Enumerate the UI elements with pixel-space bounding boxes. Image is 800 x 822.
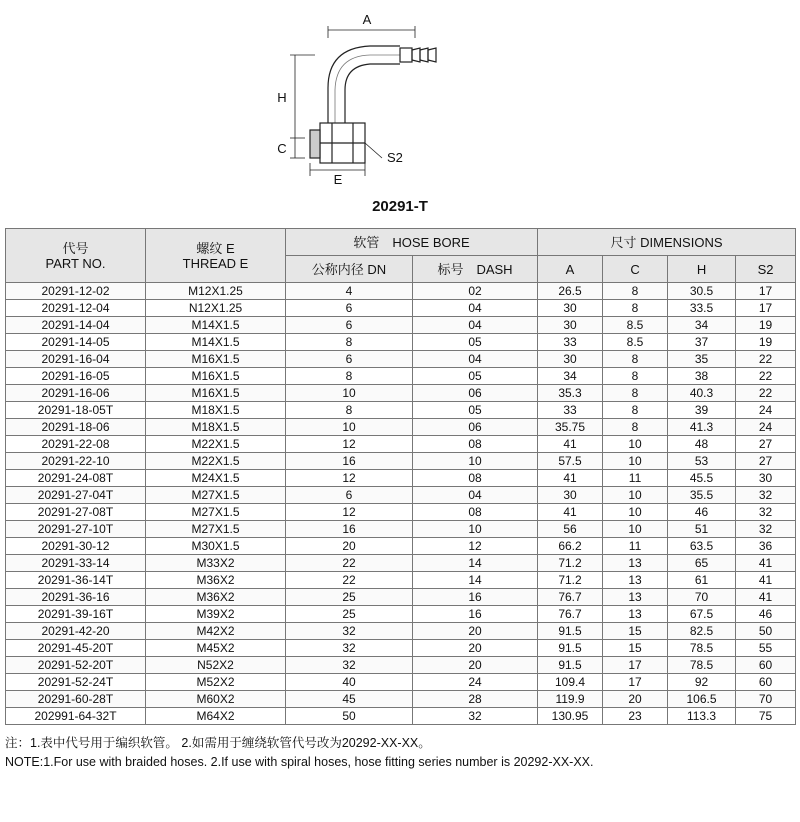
h-cell: 63.5 <box>668 538 736 555</box>
c-cell: 11 <box>603 538 668 555</box>
a-cell: 35.75 <box>538 419 603 436</box>
part-no-cell: 20291-12-04 <box>6 300 146 317</box>
h-cell: 46 <box>668 504 736 521</box>
part-no-cell: 20291-36-16 <box>6 589 146 606</box>
part-no-cell: 20291-16-04 <box>6 351 146 368</box>
a-cell: 26.5 <box>538 283 603 300</box>
s2-cell: 24 <box>736 419 796 436</box>
part-no-cell: 20291-16-06 <box>6 385 146 402</box>
part-no-cell: 20291-33-14 <box>6 555 146 572</box>
c-cell: 13 <box>603 555 668 572</box>
dash-cell: 20 <box>413 623 538 640</box>
thread-cell: M42X2 <box>146 623 286 640</box>
a-cell: 76.7 <box>538 606 603 623</box>
table-row <box>6 470 796 487</box>
c-cell: 17 <box>603 657 668 674</box>
a-cell: 91.5 <box>538 623 603 640</box>
a-cell: 71.2 <box>538 555 603 572</box>
thread-cell: N52X2 <box>146 657 286 674</box>
thread-cell: M22X1.5 <box>146 436 286 453</box>
c-cell: 17 <box>603 674 668 691</box>
a-cell: 30 <box>538 351 603 368</box>
dash-cell: 04 <box>413 300 538 317</box>
dn-cell: 6 <box>286 300 413 317</box>
part-no-cell: 20291-18-06 <box>6 419 146 436</box>
label-a: A <box>362 12 372 27</box>
spec-table <box>5 228 796 725</box>
part-no-cell: 20291-42-20 <box>6 623 146 640</box>
thread-cell: M24X1.5 <box>146 470 286 487</box>
part-no-header-en: PART NO. <box>45 255 106 271</box>
c-cell: 8 <box>603 368 668 385</box>
dn-cell: 25 <box>286 589 413 606</box>
a-cell: 91.5 <box>538 640 603 657</box>
thread-cell: M22X1.5 <box>146 453 286 470</box>
part-no-header <box>6 229 146 283</box>
part-no-cell: 20291-60-28T <box>6 691 146 708</box>
a-cell: 71.2 <box>538 572 603 589</box>
dn-cell: 12 <box>286 504 413 521</box>
a-cell: 33 <box>538 334 603 351</box>
h-cell: 38 <box>668 368 736 385</box>
table-row <box>6 300 796 317</box>
table-row <box>6 708 796 725</box>
dn-cell: 10 <box>286 385 413 402</box>
h-cell: 70 <box>668 589 736 606</box>
s2-cell: 30 <box>736 470 796 487</box>
table-row <box>6 453 796 470</box>
a-cell: 41 <box>538 504 603 521</box>
dash-cell: 32 <box>413 708 538 725</box>
table-row <box>6 691 796 708</box>
h-cell: 39 <box>668 402 736 419</box>
thread-cell: M18X1.5 <box>146 419 286 436</box>
s2-cell: 60 <box>736 674 796 691</box>
a-cell: 109.4 <box>538 674 603 691</box>
note-en: NOTE:1.For use with braided hoses. 2.If use with spiral hoses, hose fitting series number is 20292-XX-XX. <box>5 755 594 769</box>
dn-cell: 32 <box>286 623 413 640</box>
dash-cell: 08 <box>413 470 538 487</box>
h-cell: 45.5 <box>668 470 736 487</box>
s2-cell: 50 <box>736 623 796 640</box>
table-row <box>6 487 796 504</box>
s2-cell: 32 <box>736 504 796 521</box>
model-title: 20291-T <box>372 198 428 215</box>
c-cell: 8 <box>603 351 668 368</box>
dash-cell: 04 <box>413 317 538 334</box>
a-cell: 56 <box>538 521 603 538</box>
c-cell: 10 <box>603 453 668 470</box>
thread-header <box>146 229 286 283</box>
dn-cell: 22 <box>286 572 413 589</box>
a-cell: 76.7 <box>538 589 603 606</box>
h-cell: 51 <box>668 521 736 538</box>
table-row <box>6 402 796 419</box>
part-no-cell: 20291-14-05 <box>6 334 146 351</box>
h-cell: 35.5 <box>668 487 736 504</box>
notes <box>5 734 593 772</box>
s2-header: S2 <box>736 256 796 283</box>
c-cell: 15 <box>603 623 668 640</box>
label-s2: S2 <box>387 150 403 165</box>
dimensions-header: 尺寸 DIMENSIONS <box>538 229 796 256</box>
dash-cell: 10 <box>413 521 538 538</box>
dash-header: 标号 DASH <box>413 256 538 283</box>
thread-cell: M27X1.5 <box>146 521 286 538</box>
c-cell: 13 <box>603 606 668 623</box>
dn-cell: 8 <box>286 334 413 351</box>
thread-cell: M39X2 <box>146 606 286 623</box>
label-e: E <box>333 172 343 187</box>
thread-cell: M45X2 <box>146 640 286 657</box>
table-row <box>6 555 796 572</box>
part-no-cell: 20291-52-24T <box>6 674 146 691</box>
c-cell: 11 <box>603 470 668 487</box>
table-row <box>6 572 796 589</box>
dash-cell: 14 <box>413 572 538 589</box>
h-cell: 61 <box>668 572 736 589</box>
dn-cell: 16 <box>286 453 413 470</box>
h-cell: 37 <box>668 334 736 351</box>
part-no-cell: 20291-36-14T <box>6 572 146 589</box>
h-header: H <box>668 256 736 283</box>
c-cell: 8.5 <box>603 317 668 334</box>
h-cell: 106.5 <box>668 691 736 708</box>
h-cell: 40.3 <box>668 385 736 402</box>
s2-cell: 32 <box>736 521 796 538</box>
dn-cell: 6 <box>286 351 413 368</box>
thread-cell: M64X2 <box>146 708 286 725</box>
dash-cell: 06 <box>413 385 538 402</box>
table-row <box>6 385 796 402</box>
dn-cell: 22 <box>286 555 413 572</box>
c-cell: 8 <box>603 402 668 419</box>
dn-cell: 25 <box>286 606 413 623</box>
part-no-header-cn: 代号 <box>62 240 89 256</box>
table-row <box>6 674 796 691</box>
dash-cell: 08 <box>413 504 538 521</box>
dn-cell: 32 <box>286 657 413 674</box>
h-cell: 41.3 <box>668 419 736 436</box>
part-no-cell: 20291-27-10T <box>6 521 146 538</box>
dn-cell: 6 <box>286 487 413 504</box>
a-cell: 30 <box>538 317 603 334</box>
c-cell: 10 <box>603 521 668 538</box>
thread-header-en: THREAD E <box>182 255 249 271</box>
part-no-cell: 20291-12-02 <box>6 283 146 300</box>
c-cell: 10 <box>603 487 668 504</box>
table-row <box>6 657 796 674</box>
a-cell: 41 <box>538 436 603 453</box>
s2-cell: 41 <box>736 572 796 589</box>
dash-cell: 16 <box>413 589 538 606</box>
part-no-cell: 20291-39-16T <box>6 606 146 623</box>
dash-cell: 10 <box>413 453 538 470</box>
table-row <box>6 334 796 351</box>
part-no-cell: 20291-18-05T <box>6 402 146 419</box>
dash-cell: 12 <box>413 538 538 555</box>
table-row <box>6 640 796 657</box>
dash-cell: 20 <box>413 657 538 674</box>
thread-cell: M16X1.5 <box>146 385 286 402</box>
s2-cell: 19 <box>736 317 796 334</box>
c-cell: 8.5 <box>603 334 668 351</box>
dash-cell: 04 <box>413 351 538 368</box>
table-row <box>6 351 796 368</box>
table-row <box>6 368 796 385</box>
h-cell: 48 <box>668 436 736 453</box>
part-no-cell: 20291-52-20T <box>6 657 146 674</box>
thread-cell: M16X1.5 <box>146 351 286 368</box>
part-no-cell: 202991-64-32T <box>6 708 146 725</box>
dn-cell: 12 <box>286 470 413 487</box>
s2-cell: 17 <box>736 283 796 300</box>
thread-cell: M36X2 <box>146 572 286 589</box>
s2-cell: 24 <box>736 402 796 419</box>
part-no-cell: 20291-27-04T <box>6 487 146 504</box>
thread-cell: M30X1.5 <box>146 538 286 555</box>
table-row <box>6 521 796 538</box>
h-cell: 65 <box>668 555 736 572</box>
s2-cell: 41 <box>736 589 796 606</box>
dn-cell: 50 <box>286 708 413 725</box>
h-cell: 78.5 <box>668 640 736 657</box>
thread-cell: M27X1.5 <box>146 504 286 521</box>
s2-cell: 27 <box>736 453 796 470</box>
c-cell: 8 <box>603 419 668 436</box>
dash-cell: 05 <box>413 402 538 419</box>
dash-cell: 08 <box>413 436 538 453</box>
part-no-cell: 20291-22-10 <box>6 453 146 470</box>
a-cell: 35.3 <box>538 385 603 402</box>
table-row <box>6 623 796 640</box>
dn-cell: 6 <box>286 317 413 334</box>
table-row <box>6 504 796 521</box>
part-no-cell: 20291-24-08T <box>6 470 146 487</box>
s2-cell: 46 <box>736 606 796 623</box>
a-cell: 91.5 <box>538 657 603 674</box>
part-no-cell: 20291-30-12 <box>6 538 146 555</box>
thread-cell: M36X2 <box>146 589 286 606</box>
thread-cell: M18X1.5 <box>146 402 286 419</box>
c-cell: 10 <box>603 436 668 453</box>
a-cell: 34 <box>538 368 603 385</box>
thread-cell: M16X1.5 <box>146 368 286 385</box>
dash-cell: 16 <box>413 606 538 623</box>
s2-cell: 75 <box>736 708 796 725</box>
s2-cell: 32 <box>736 487 796 504</box>
s2-cell: 70 <box>736 691 796 708</box>
fitting-drawing <box>270 8 440 188</box>
dash-cell: 14 <box>413 555 538 572</box>
h-cell: 53 <box>668 453 736 470</box>
c-cell: 8 <box>603 300 668 317</box>
thread-cell: M52X2 <box>146 674 286 691</box>
dash-cell: 06 <box>413 419 538 436</box>
thread-cell: N12X1.25 <box>146 300 286 317</box>
c-cell: 15 <box>603 640 668 657</box>
dn-cell: 8 <box>286 368 413 385</box>
dn-cell: 45 <box>286 691 413 708</box>
s2-cell: 60 <box>736 657 796 674</box>
c-cell: 20 <box>603 691 668 708</box>
dn-cell: 10 <box>286 419 413 436</box>
c-header: C <box>603 256 668 283</box>
dn-cell: 8 <box>286 402 413 419</box>
dn-cell: 32 <box>286 640 413 657</box>
h-cell: 35 <box>668 351 736 368</box>
a-cell: 41 <box>538 470 603 487</box>
table-row <box>6 419 796 436</box>
a-cell: 33 <box>538 402 603 419</box>
label-h: H <box>277 90 287 105</box>
dn-cell: 16 <box>286 521 413 538</box>
h-cell: 82.5 <box>668 623 736 640</box>
s2-cell: 22 <box>736 368 796 385</box>
thread-cell: M60X2 <box>146 691 286 708</box>
table-row <box>6 283 796 300</box>
a-cell: 57.5 <box>538 453 603 470</box>
dn-header: 公称内径 DN <box>286 256 413 283</box>
s2-cell: 41 <box>736 555 796 572</box>
h-cell: 33.5 <box>668 300 736 317</box>
thread-cell: M27X1.5 <box>146 487 286 504</box>
h-cell: 30.5 <box>668 283 736 300</box>
part-no-cell: 20291-22-08 <box>6 436 146 453</box>
c-cell: 13 <box>603 589 668 606</box>
s2-cell: 17 <box>736 300 796 317</box>
c-cell: 23 <box>603 708 668 725</box>
table-row <box>6 538 796 555</box>
c-cell: 13 <box>603 572 668 589</box>
h-cell: 67.5 <box>668 606 736 623</box>
a-cell: 30 <box>538 487 603 504</box>
dash-cell: 04 <box>413 487 538 504</box>
thread-cell: M12X1.25 <box>146 283 286 300</box>
dash-cell: 28 <box>413 691 538 708</box>
a-cell: 130.95 <box>538 708 603 725</box>
dash-cell: 20 <box>413 640 538 657</box>
table-row <box>6 436 796 453</box>
note-cn: 注：1.表中代号用于编织软管。 2.如需用于缠绕软管代号改为20292-XX-XX。 <box>5 736 431 750</box>
dn-cell: 4 <box>286 283 413 300</box>
thread-cell: M33X2 <box>146 555 286 572</box>
s2-cell: 55 <box>736 640 796 657</box>
a-cell: 119.9 <box>538 691 603 708</box>
table-row <box>6 589 796 606</box>
label-c: C <box>277 141 287 156</box>
dash-cell: 05 <box>413 334 538 351</box>
s2-cell: 36 <box>736 538 796 555</box>
c-cell: 8 <box>603 385 668 402</box>
h-cell: 113.3 <box>668 708 736 725</box>
a-cell: 66.2 <box>538 538 603 555</box>
dash-cell: 05 <box>413 368 538 385</box>
part-no-cell: 20291-45-20T <box>6 640 146 657</box>
s2-cell: 27 <box>736 436 796 453</box>
thread-header-cn: 螺纹 E <box>196 240 235 256</box>
c-cell: 10 <box>603 504 668 521</box>
hose-bore-header: 软管 HOSE BORE <box>286 229 538 256</box>
s2-cell: 19 <box>736 334 796 351</box>
part-no-cell: 20291-16-05 <box>6 368 146 385</box>
s2-cell: 22 <box>736 385 796 402</box>
table-row <box>6 317 796 334</box>
header-row-1 <box>6 229 796 256</box>
h-cell: 78.5 <box>668 657 736 674</box>
a-header: A <box>538 256 603 283</box>
thread-cell: M14X1.5 <box>146 317 286 334</box>
dash-cell: 24 <box>413 674 538 691</box>
a-cell: 30 <box>538 300 603 317</box>
part-no-cell: 20291-14-04 <box>6 317 146 334</box>
c-cell: 8 <box>603 283 668 300</box>
part-no-cell: 20291-27-08T <box>6 504 146 521</box>
s2-cell: 22 <box>736 351 796 368</box>
table-row <box>6 606 796 623</box>
dn-cell: 12 <box>286 436 413 453</box>
dn-cell: 40 <box>286 674 413 691</box>
h-cell: 92 <box>668 674 736 691</box>
dash-cell: 02 <box>413 283 538 300</box>
thread-cell: M14X1.5 <box>146 334 286 351</box>
h-cell: 34 <box>668 317 736 334</box>
dn-cell: 20 <box>286 538 413 555</box>
